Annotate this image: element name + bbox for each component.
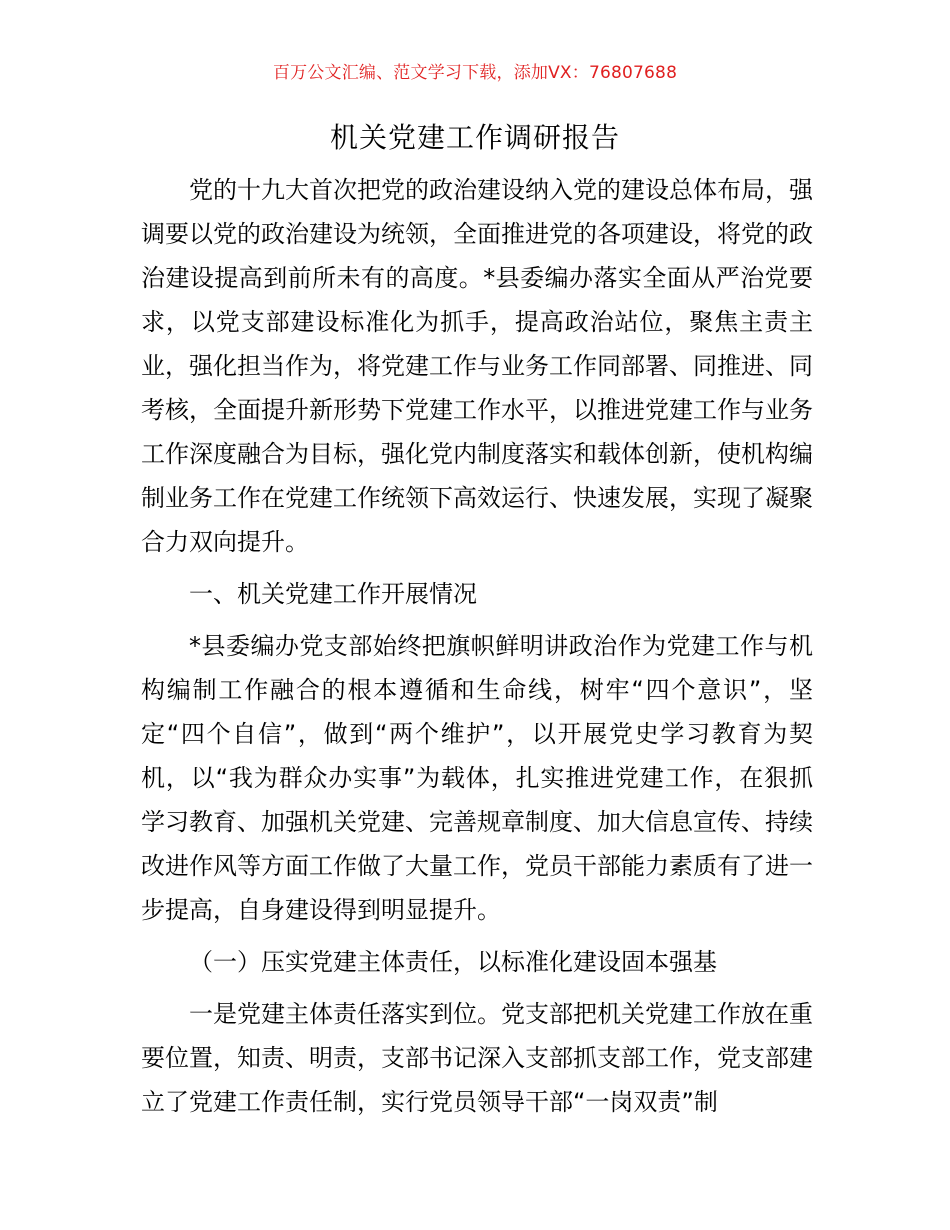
document-body [141, 168, 813, 1124]
intro-paragraph: 党的十九大首次把党的政治建设纳入党的建设总体布局，强调要以党的政治建设为统领，全面推进党的各项建设，将党的政治建设提高到前所未有的高度。*县委编办落实全面从严治党要求，以党支部建设标准化为抓手，提高政治站位，聚焦主责主业，强化担当作为，将党建工作与业务工作同部署、同推进、同考核，全面提升新形势下党建工作水平，以推进党建工作与业务工作深度融合为目标，强化党内制度落实和载体创新，使机构编制业务工作在党建工作统领下高效运行、快速发展，实现了凝聚合力双向提升。 [141, 176, 813, 556]
section-1-paragraph: *县委编办党支部始终把旗帜鲜明讲政治作为党建工作与机构编制工作融合的根本遵循和生命线，树牢“四个意识”，坚定“四个自信”，做到“两个维护”，以开展党史学习教育为契机，以“我为群众办实事”为载体，扎实推进党建工作，在狠抓学习教育、加强机关党建、完善规章制度、加大信息宣传、持续改进作风等方面工作做了大量工作，党员干部能力素质有了进一步提高，自身建设得到明显提升。 [141, 632, 813, 924]
document-title: 机关党建工作调研报告 [329, 121, 620, 154]
section-heading-1: 一、机关党建工作开展情况 [189, 580, 477, 608]
subsection-heading-1: （一）压实党建主体责任，以标准化建设固本强基 [189, 948, 717, 976]
header-watermark-note: 百万公文汇编、范文学习下载，添加VX：76807688 [272, 63, 678, 83]
subsection-1-paragraph: 一是党建主体责任落实到位。党支部把机关党建工作放在重要位置，知责、明责，支部书记深入支部抓支部工作，党支部建立了党建工作责任制，实行党员领导干部“一岗双责”制 [141, 1000, 813, 1116]
